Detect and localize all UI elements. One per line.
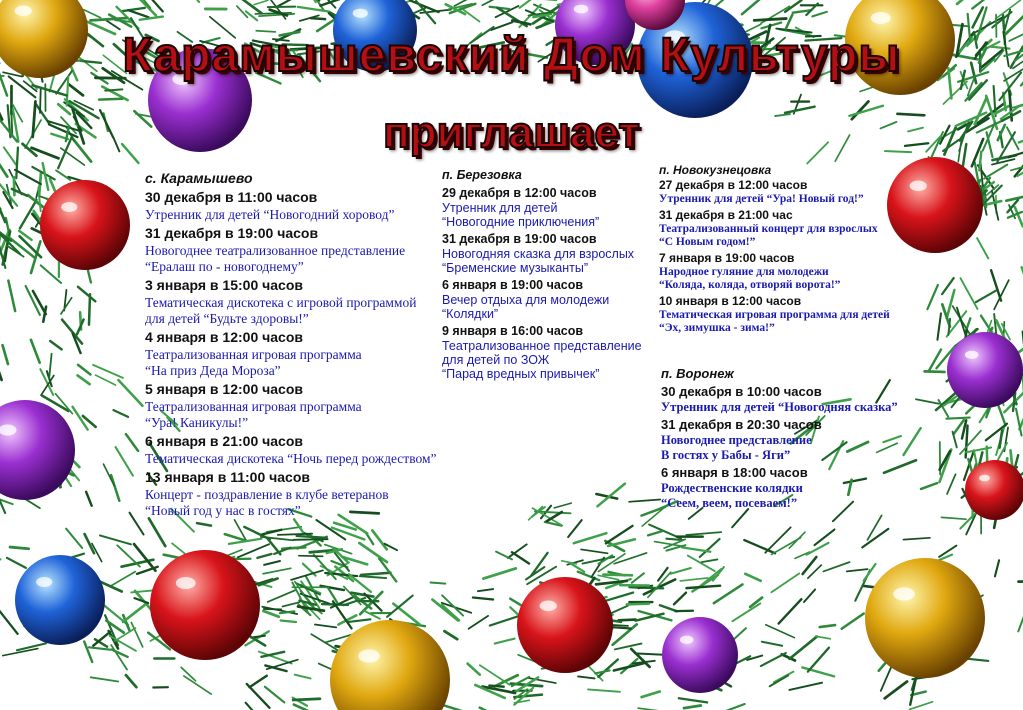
event-description: “Колядки” (442, 307, 499, 321)
event-date: 4 января в 12:00 часов (145, 329, 303, 345)
event-date: 31 декабря в 19:00 часов (145, 225, 319, 241)
event-date: 9 января в 16:00 часов (442, 324, 584, 338)
event-date: 29 декабря в 12:00 часов (442, 186, 597, 200)
event-description: Театрализованная игровая программа (145, 347, 362, 362)
event-item (145, 328, 437, 379)
event-description: “Ералаш по - новогоднему” (145, 259, 304, 274)
event-date: 5 января в 12:00 часов (145, 381, 303, 397)
event-date: 6 января в 21:00 часов (145, 433, 303, 449)
event-description: Вечер отдыха для молодежи (442, 293, 610, 307)
event-description: для детей “Будьте здоровы!” (145, 311, 309, 326)
event-date: 6 января в 19:00 часов (442, 278, 584, 292)
event-item (661, 464, 898, 511)
ornament-ball (662, 617, 738, 693)
event-date: 31 декабря в 19:00 часов (442, 232, 597, 246)
venue-name: п. Новокузнецовка (659, 163, 772, 177)
poster-title: Карамышевский Дом Культуры (122, 29, 901, 82)
event-description: “Парад вредных привычек” (442, 367, 600, 381)
event-description: Новогоднее театрализованное представление (145, 243, 406, 258)
ornament-ball (965, 460, 1023, 520)
event-description: Утренник для детей “Новогодняя сказка” (661, 400, 898, 414)
event-item (659, 251, 890, 293)
event-item (145, 224, 437, 275)
event-date: 6 января в 18:00 часов (661, 465, 808, 480)
event-date: 31 декабря в 21:00 час (659, 207, 793, 222)
ornament-ball (330, 620, 450, 710)
event-description: “Сеем, веем, посеваем!” (661, 496, 798, 510)
venue-name: п. Воронеж (661, 366, 734, 381)
event-item (442, 185, 642, 229)
event-description: Утренник для детей “Ура! Новый год!” (659, 193, 864, 205)
event-item (661, 383, 898, 415)
event-description: “С Новым годом!” (659, 236, 756, 248)
event-date: 13 января в 11:00 часов (145, 469, 310, 485)
venue-name: с. Карамышево (145, 170, 253, 186)
ornament-ball (517, 577, 613, 673)
event-description: Новогоднее представление (661, 433, 812, 447)
ornament-ball (15, 555, 105, 645)
event-item (145, 468, 437, 519)
ornament-ball (887, 157, 983, 253)
event-description: Тематическая дискотека с игровой программой (145, 295, 417, 310)
event-description: “Бременские музыканты” (442, 261, 589, 275)
event-item (659, 294, 890, 336)
ornament-ball (0, 400, 75, 500)
event-item (442, 277, 642, 321)
event-description: Театрализованная игровая программа (145, 399, 362, 414)
event-item (442, 231, 642, 275)
event-description: Театрализованный концерт для взрослых (659, 222, 878, 235)
ornament-ball (865, 558, 985, 678)
event-description: Утренник для детей “Новогодний хоровод” (145, 207, 395, 222)
event-date: 30 декабря в 10:00 часов (661, 384, 822, 399)
event-description: В гостях у Бабы - Яги” (661, 448, 791, 462)
event-item (145, 188, 437, 223)
venue-berezovka (442, 168, 642, 381)
venue-name: п. Березовка (442, 168, 522, 182)
event-item (145, 380, 437, 431)
event-description: Новогодняя сказка для взрослых (442, 247, 635, 261)
event-date: 3 января в 15:00 часов (145, 277, 303, 293)
event-item (145, 432, 437, 467)
event-description: Рождественские колядки (661, 481, 803, 495)
event-item (442, 323, 642, 381)
event-date: 30 декабря в 11:00 часов (145, 189, 318, 205)
event-description: Театрализованное представление (442, 339, 642, 353)
event-item (661, 416, 898, 463)
venue-voronezh (661, 366, 898, 511)
venue-novokuznetsovka (659, 163, 890, 336)
event-date: 31 декабря в 20:30 часов (661, 417, 822, 432)
event-description: “Коляда, коляда, отворяй ворота!” (659, 279, 841, 291)
event-item (145, 276, 437, 327)
event-description: “На приз Деда Мороза” (145, 363, 281, 378)
ornament-ball (150, 550, 260, 660)
venue-karamyshevo (145, 170, 437, 519)
event-description: Утренник для детей (442, 201, 558, 215)
poster-subtitle: приглашает (383, 108, 640, 157)
event-description: для детей по ЗОЖ (442, 353, 550, 367)
event-description: Концерт - поздравление в клубе ветеранов (145, 487, 389, 502)
event-description: Тематическая игровая программа для детей (659, 308, 890, 321)
event-date: 10 января в 12:00 часов (659, 293, 802, 308)
event-item (659, 178, 890, 207)
event-item (659, 208, 890, 250)
event-description: Тематическая дискотека “Ночь перед рождеством” (145, 451, 437, 466)
event-date: 27 декабря в 12:00 часов (659, 178, 808, 192)
event-description: “Ура! Каникулы!” (145, 415, 249, 430)
event-description: “Новый год у нас в гостях” (145, 503, 301, 518)
ornament-ball (947, 332, 1023, 408)
ornament-ball (40, 180, 130, 270)
event-description: “Эх, зимушка - зима!” (659, 322, 775, 334)
event-date: 7 января в 19:00 часов (659, 250, 795, 265)
event-description: “Новогодние приключения” (442, 215, 600, 229)
event-description: Народное гуляние для молодежи (659, 265, 829, 278)
